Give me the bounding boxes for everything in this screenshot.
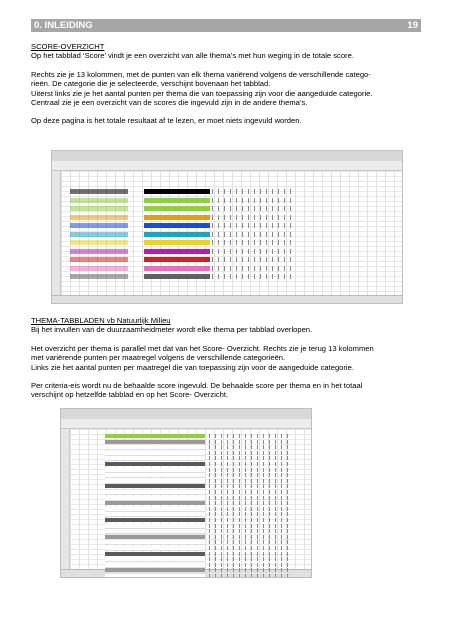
- measure-row: [105, 456, 205, 461]
- measure-row: [105, 434, 205, 438]
- theme-color-cells: [70, 206, 128, 211]
- measure-row: [105, 512, 205, 517]
- window-statusbar: [52, 295, 402, 303]
- theme-bar: [144, 189, 210, 194]
- theme-bar: [144, 266, 210, 271]
- points-cells: [209, 479, 289, 483]
- measure-row: [105, 568, 205, 572]
- score-cells: [212, 240, 292, 245]
- points-cells: [209, 496, 289, 500]
- theme-bar: [144, 274, 210, 279]
- score-cells: [212, 266, 292, 271]
- points-cells: [209, 529, 289, 533]
- points-cells: [209, 445, 289, 449]
- paragraph-line: Uiterst links zie je het aantal punten per thema die van toepassing zijn voor die aangeduide categorie.: [31, 88, 373, 98]
- theme-color-cells: [70, 257, 128, 262]
- points-cells: [209, 518, 289, 522]
- theme-color-cells: [70, 232, 128, 237]
- theme-bar: [144, 206, 210, 211]
- theme-bar: [144, 198, 210, 203]
- row-headers: [61, 429, 70, 570]
- score-cells: [212, 189, 292, 194]
- theme-color-cells: [70, 240, 128, 245]
- paragraph-line: Het overzicht per thema is parallel met dat van het Score- Overzicht. Rechts zie je terug 13 kolommen: [31, 343, 374, 353]
- score-cells: [212, 198, 292, 203]
- measure-row: [105, 524, 205, 529]
- theme-bar: [144, 257, 210, 262]
- theme-color-cells: [70, 198, 128, 203]
- window-toolbar: [52, 161, 402, 171]
- measure-row: [105, 462, 205, 466]
- score-cells: [212, 223, 292, 228]
- score-cells: [212, 249, 292, 254]
- measure-row: [105, 445, 205, 450]
- theme-color-cells: [70, 266, 128, 271]
- theme-bar: [144, 240, 210, 245]
- points-cells: [209, 451, 289, 455]
- measure-row: [105, 540, 205, 545]
- points-cells: [209, 456, 289, 460]
- theme-color-cells: [70, 189, 128, 194]
- points-cells: [209, 563, 289, 567]
- paragraph-line: Per criteria-eis wordt nu de behaalde score ingevuld. De behaalde score per thema en in het totaal: [31, 381, 363, 391]
- points-cells: [209, 434, 289, 438]
- score-cells: [212, 257, 292, 262]
- points-cells: [209, 552, 289, 556]
- measure-row: [105, 479, 205, 484]
- points-cells: [209, 512, 289, 516]
- paragraph-line: Centraal zie je een overzicht van de scores die ingevuld zijn in de andere thema’s.: [31, 98, 308, 108]
- points-cells: [209, 501, 289, 505]
- paragraph-line: Links zie het aantal punten per maatregel die van toepassing zijn voor de aangeduide categorie.: [31, 362, 354, 372]
- points-cells: [209, 490, 289, 494]
- measure-row: [105, 574, 205, 578]
- paragraph: Bij het invullen van de duurzaamheidmeter wordt elke thema per tabblad overlopen.: [31, 325, 313, 335]
- theme-bar: [144, 215, 210, 220]
- points-cells: [209, 546, 289, 550]
- measure-row: [105, 484, 205, 488]
- paragraph-line: Rechts zie je 13 kolommen, met de punten van elk thema variërend volgens de verschillende catego-: [31, 69, 371, 79]
- paragraph-line: met variërende punten per maatregel volgens de verschillende categorieën.: [31, 353, 286, 363]
- score-cells: [212, 206, 292, 211]
- measure-row: [105, 468, 205, 473]
- measure-row: [105, 552, 205, 556]
- score-cells: [212, 215, 292, 220]
- points-cells: [209, 462, 289, 466]
- score-cells: [212, 232, 292, 237]
- section-thema-tabbladen: [31, 316, 421, 400]
- paragraph: Op het tabblad ‘Score’ vindt je een overzicht van alle thema’s met hun weging in de totale score.: [31, 51, 354, 61]
- theme-color-cells: [70, 249, 128, 254]
- paragraph-line: verschijnt op hetzelfde tabblad en op het Score- Overzicht.: [31, 390, 229, 400]
- paragraph: Op deze pagina is het totale resultaat af te lezen, er moet niets ingevuld worden.: [31, 116, 302, 126]
- points-cells: [209, 540, 289, 544]
- measure-row: [105, 507, 205, 512]
- measure-row: [105, 529, 205, 534]
- theme-bar: [144, 249, 210, 254]
- theme-bar: [144, 223, 210, 228]
- theme-color-cells: [70, 223, 128, 228]
- points-cells: [209, 484, 289, 488]
- page-header: [31, 19, 421, 32]
- paragraph-line: rieën. De categorie die je selecteerde, verschijnt bovenaan het tabblad.: [31, 79, 271, 89]
- points-cells: [209, 507, 289, 511]
- points-cells: [209, 524, 289, 528]
- measure-row: [105, 501, 205, 505]
- section-score-overzicht: [31, 42, 421, 126]
- measure-row: [105, 535, 205, 539]
- measure-row: [105, 440, 205, 444]
- theme-color-cells: [70, 274, 128, 279]
- points-cells: [209, 473, 289, 477]
- measure-row: [105, 473, 205, 478]
- points-cells: [209, 468, 289, 472]
- points-cells: [209, 568, 289, 572]
- section-heading: SCORE-OVERZICHT: [31, 42, 105, 51]
- theme-color-cells: [70, 215, 128, 220]
- points-cells: [209, 557, 289, 561]
- points-cells: [209, 535, 289, 539]
- measure-row: [105, 490, 205, 495]
- measure-row: [105, 563, 205, 568]
- row-headers: [52, 171, 61, 296]
- chapter-title: 0. INLEIDING: [34, 20, 93, 31]
- theme-tab-screenshot: [60, 408, 312, 578]
- theme-bar: [144, 232, 210, 237]
- score-overview-screenshot: [51, 150, 403, 304]
- measure-row: [105, 451, 205, 456]
- points-cells: [209, 574, 289, 578]
- score-cells: [212, 274, 292, 279]
- page-number: 19: [407, 20, 418, 31]
- window-toolbar: [61, 419, 311, 429]
- measure-row: [105, 546, 205, 551]
- measure-row: [105, 496, 205, 501]
- measure-row: [105, 518, 205, 522]
- section-heading: THEMA-TABBLADEN vb Natuurlijk Milieu: [31, 316, 171, 325]
- points-cells: [209, 440, 289, 444]
- measure-row: [105, 557, 205, 562]
